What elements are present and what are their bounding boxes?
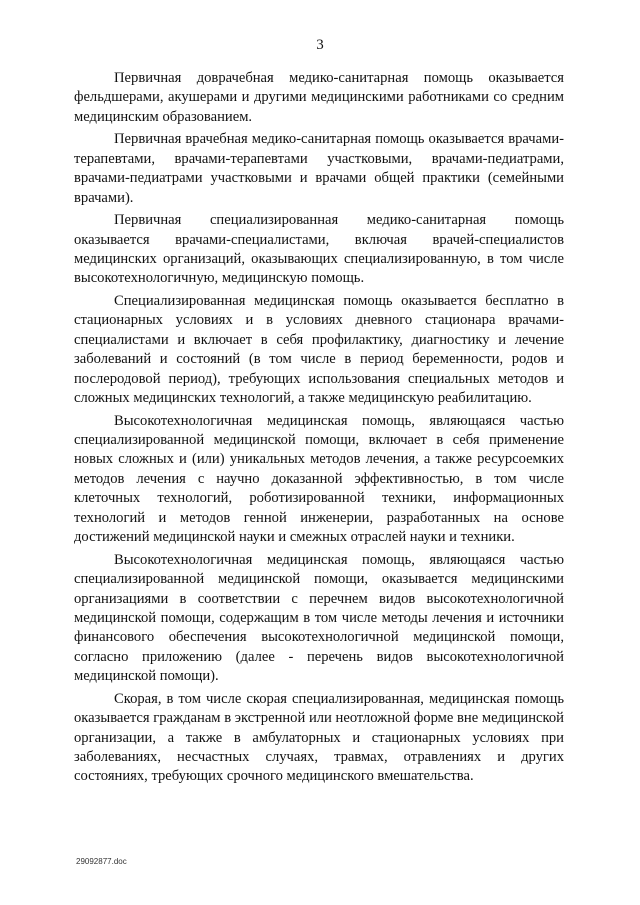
- paragraph-primary-physician-care: Первичная врачебная медико-санитарная помощь оказывается врачами-терапевтами, врачами-терапевтами участковыми, врачами-педиатрами, врачами-педиатрами участковыми и врачами общей практики (семейными врачами).: [74, 131, 564, 206]
- paragraph-primary-prehospital-care: Первичная доврачебная медико-санитарная помощь оказывается фельдшерами, акушерами и другими медицинскими работниками со средним медицинским образованием.: [74, 70, 564, 125]
- paragraph-high-tech-care-provision: Высокотехнологичная медицинская помощь, являющаяся частью специализированной медицинской помощи, оказывается медицинскими организациями в соответствии с перечнем видов высокотехнологичной медицинской помощи, содержащим в том числе методы лечения и источники финансового обеспечения высокотехнологичной медицинской помощи, согласно приложению (далее - перечень видов высокотехнологичной медицинской помощи).: [74, 551, 564, 685]
- document-body: [74, 69, 564, 790]
- page-number: 3: [316, 37, 324, 53]
- paragraph-emergency-care: Скорая, в том числе скорая специализированная, медицинская помощь оказывается гражданам в экстренной или неотложной форме вне медицинской организации, а также в амбулаторных и стационарных условиях при заболеваниях, несчастных случаях, травмах, отравлениях и других состояниях, требующих срочного медицинского вмешательства.: [74, 690, 564, 785]
- document-file-code: 29092877.doc: [76, 857, 127, 866]
- paragraph-high-tech-care-definition: Высокотехнологичная медицинская помощь, являющаяся частью специализированной медицинской помощи, включает в себя применение новых сложных и (или) уникальных методов лечения, а также ресурсоемких методов лечения с научно доказанной эффективностью, в том числе клеточных технологий, роботизированной техники, информационных технологий и методов генной инженерии, разработанных на основе достижений медицинской науки и смежных отраслей науки и техники.: [74, 412, 564, 546]
- paragraph-specialized-care: Специализированная медицинская помощь оказывается бесплатно в стационарных условиях и в условиях дневного стационара врачами-специалистами и включает в себя профилактику, диагностику и лечение заболеваний и состояний (в том числе в период беременности, родов и послеродовой период), требующих использования специальных методов и сложных медицинских технологий, а также медицинскую реабилитацию.: [74, 293, 564, 407]
- paragraph-primary-specialized-care: Первичная специализированная медико-санитарная помощь оказывается врачами-специалистами, включая врачей-специалистов медицинских организаций, оказывающих специализированную, в том числе высокотехнологичную, медицинскую помощь.: [74, 212, 564, 287]
